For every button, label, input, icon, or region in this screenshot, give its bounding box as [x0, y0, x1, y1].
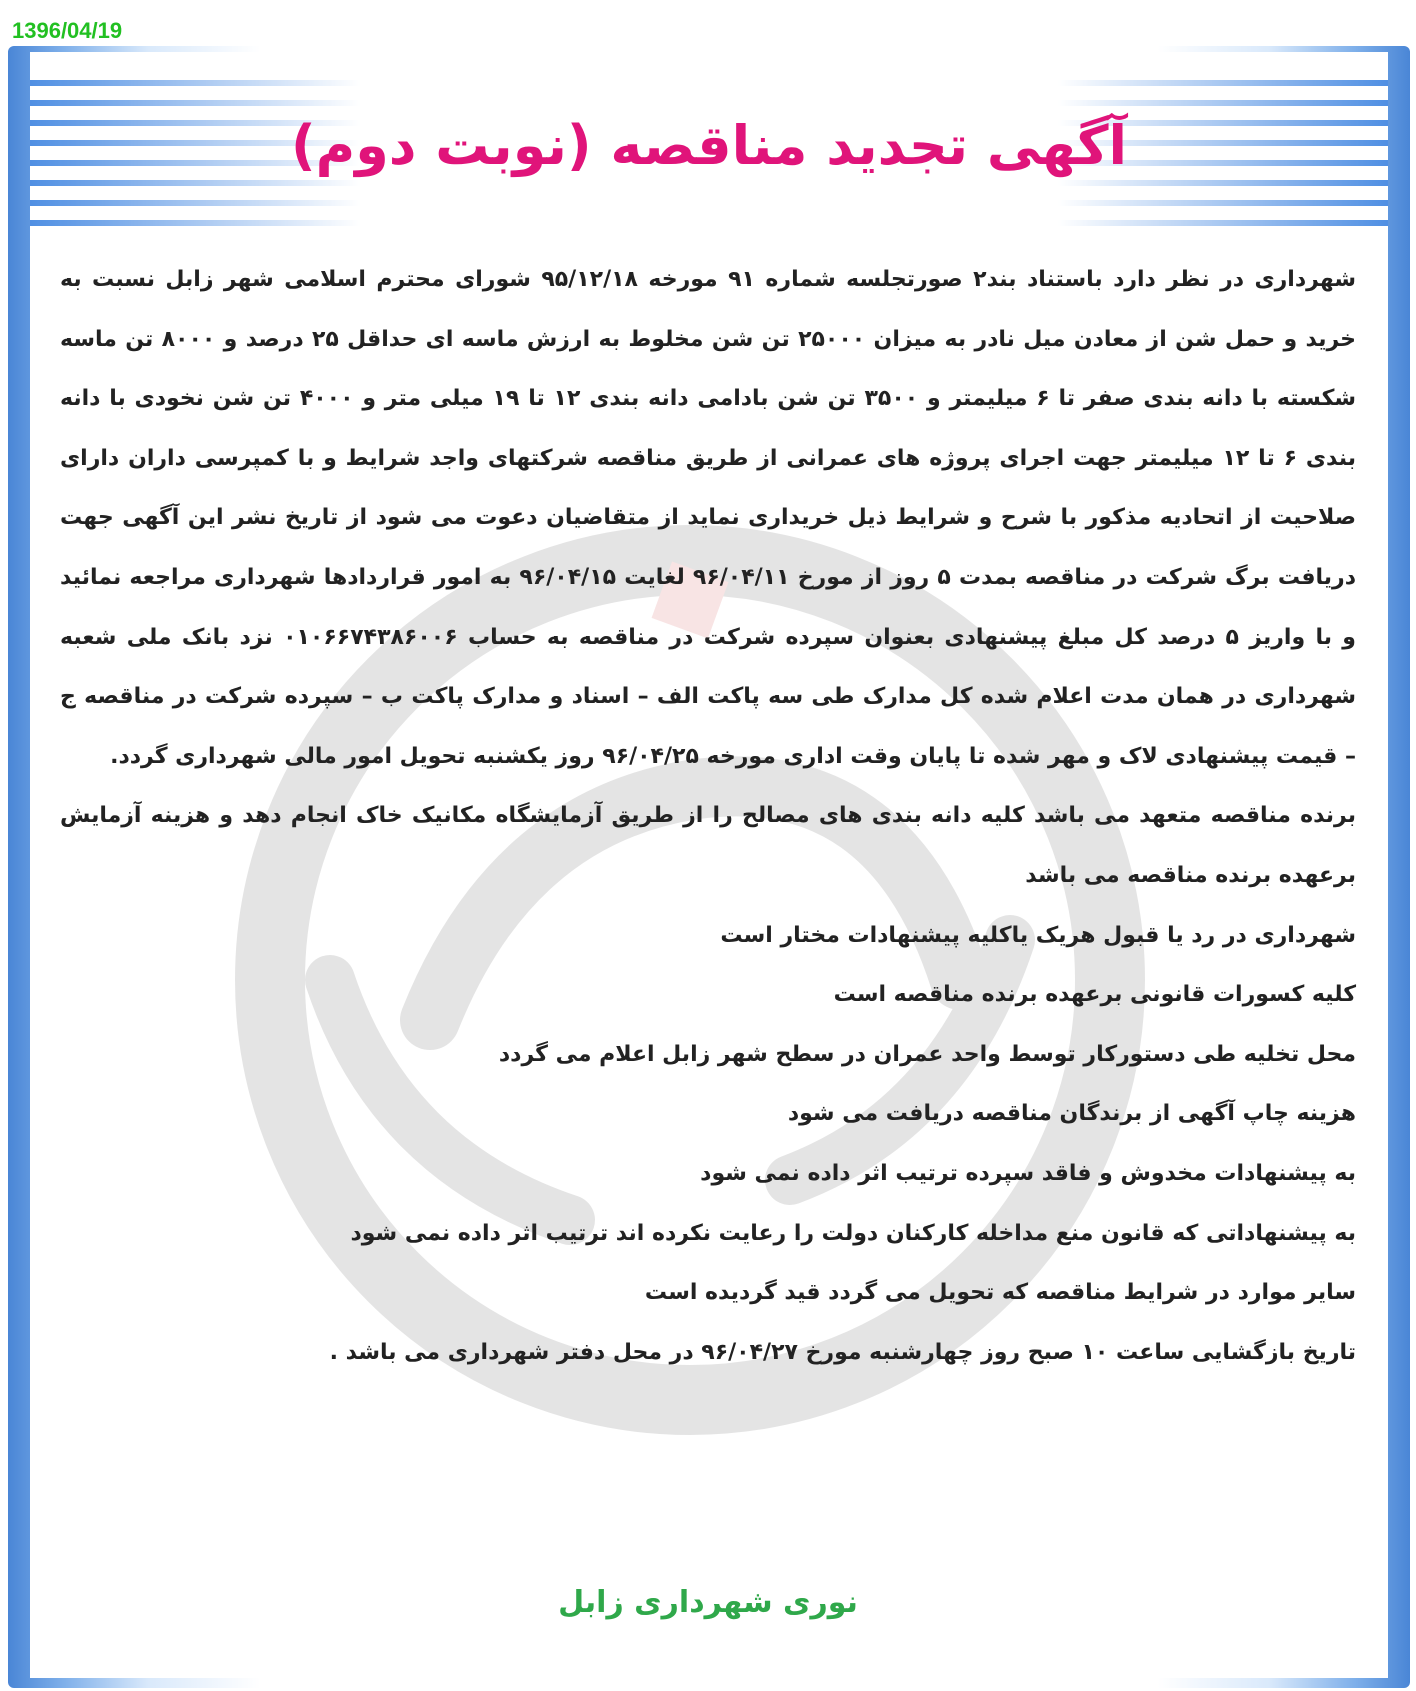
announcement-body	[60, 250, 1356, 1382]
paragraph-invalid-bids: به پیشنهادات مخدوش و فاقد سپرده ترتیب اثر داده نمی شود	[700, 1160, 1356, 1186]
date-stamp: 1396/04/19	[12, 18, 123, 43]
paragraph-unloading: محل تخلیه طی دستورکار توسط واحد عمران در سطح شهر زابل اعلام می گردد	[498, 1041, 1356, 1067]
paragraph-print-cost: هزینه چاپ آگهی از برندگان مناقصه دریافت می شود	[787, 1101, 1356, 1127]
paragraph-law-compliance: به پیشنهاداتی که قانون منع مداخله کارکنان دولت را رعایت نکرده اند ترتیب اثر داده نمی شود	[350, 1220, 1356, 1246]
paragraph-other-conditions: سایر موارد در شرایط مناقصه که تحویل می گردد قید گردیده است	[644, 1280, 1356, 1306]
main-paragraph: شهرداری در نظر دارد باستناد بند۲ صورتجلسه شماره ۹۱ مورخه ۹۵/۱۲/۱۸ شورای محترم اسلامی شهر زابل نسبت به خرید و حمل شن از معادن میل نادر به میزان ۲۵۰۰۰ تن شن مخلوط به ارزش ماسه ای حداقل ۲۵ درصد و ۸۰۰۰ تن ماسه شکسته با دانه بندی صفر تا ۶ میلیمتر و ۳۵۰۰ تن شن بادامی دانه بندی ۱۲ تا ۱۹ میلی متر و ۴۰۰۰ تن شن نخودی با دانه بندی ۶ تا ۱۲ میلیمتر جهت اجرای پروژه های عمرانی از طریق مناقصه شرکتهای واجد شرایط و با کمپرسی داران دارای صلاحیت از اتحادیه مذکور با شرح و شرایط ذیل خریداری نماید از متقاضیان دعوت می شود از تاریخ نشر این آگهی جهت دریافت برگ شرکت در مناقصه بمدت ۵ روز از مورخ ۹۶/۰۴/۱۱ لغایت ۹۶/۰۴/۱۵ به امور قراردادها شهرداری مراجعه نمائید و با واریز ۵ درصد کل مبلغ پیشنهادی بعنوان سپرده شرکت در مناقصه به حساب ۰۱۰۶۶۷۴۳۸۶۰۰۶ نزد بانک ملی شعبه شهرداری در همان مدت اعلام شده کل مدارک طی سه پاکت الف – اسناد و مدارک پاکت ب – سپرده شرکت در مناقصه ج – قیمت پیشنهادی لاک و مهر شده تا پایان وقت اداری مورخه ۹۶/۰۴/۲۵ روز یکشنبه تحویل امور مالی شهرداری گردد.	[60, 267, 1356, 769]
paragraph-deductions: کلیه کسورات قانونی برعهده برنده مناقصه است	[833, 982, 1356, 1008]
page-title: آگهی تجدید مناقصه (نوبت دوم)	[290, 114, 1128, 177]
paragraph-opening-date: تاریخ بازگشایی ساعت ۱۰ صبح روز چهارشنبه مورخ ۹۶/۰۴/۲۷ در محل دفتر شهرداری می باشد .	[329, 1339, 1356, 1365]
paragraph-rights: شهرداری در رد یا قبول هریک یاکلیه پیشنهادات مختار است	[720, 922, 1356, 948]
signature: نوری شهرداری زابل	[558, 1585, 858, 1620]
paragraph-testing: برنده مناقصه متعهد می باشد کلیه دانه بندی های مصالح را از طریق آزمایشگاه مکانیک خاک انجام دهد و هزینه آزمایش برعهده برنده مناقصه می باشد	[60, 803, 1356, 888]
